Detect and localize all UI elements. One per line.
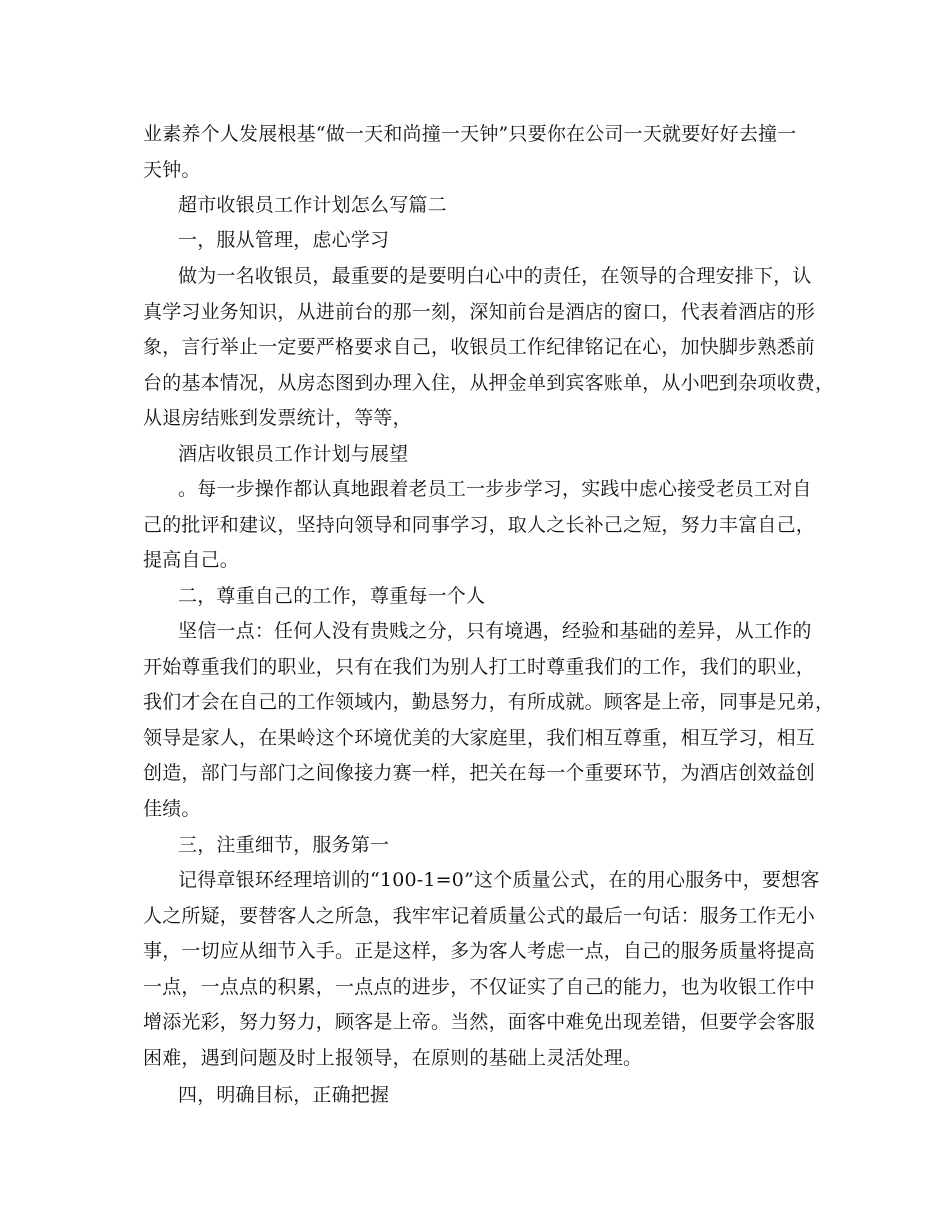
text-line: 人之所疑，要替客人之所急，我牢牢记着质量公式的最后一句话：服务工作无小 [143, 905, 816, 927]
heading-two: 二，尊重自己的工作，尊重每一个人 [178, 585, 486, 607]
text-line: 天钟。 [143, 159, 201, 181]
text-line: 领导是家人，在果岭这个环境优美的大家庭里，我们相互尊重，相互学习，相互 [143, 727, 816, 749]
text-line: 记得章银环经理培训的“100-1=0”这个质量公式，在的用心服务中，要想客 [178, 869, 820, 891]
text-line: 真学习业务知识，从进前台的那一刻，深知前台是酒店的窗口，代表着酒店的形 [143, 301, 816, 323]
text-line: 创造，部门与部门之间像接力赛一样，把关在每一个重要环节，为酒店创效益创 [143, 762, 816, 784]
text-line: 我们才会在自己的工作领域内，勤恳努力，有所成就。顾客是上帝，同事是兄弟， [143, 691, 835, 713]
section-title: 酒店收银员工作计划与展望 [178, 443, 409, 465]
text-line: 台的基本情况，从房态图到办理入住，从押金单到宾客账单，从小吧到杂项收费， [143, 372, 835, 394]
text-line: 己的批评和建议，坚持向领导和同事学习，取人之长补己之短，努力丰富自己， [143, 514, 816, 536]
text-line: 事，一切应从细节入手。正是这样，多为客人考虑一点，自己的服务质量将提高 [143, 940, 816, 962]
text-line: 增添光彩，努力努力，顾客是上帝。当然，面客中难免出现差错，但要学会客服 [143, 1011, 816, 1033]
text-line: 开始尊重我们的职业，只有在我们为别人打工时尊重我们的工作，我们的职业， [143, 656, 816, 678]
text-line: 佳绩。 [143, 798, 201, 820]
text-line: 。每一步操作都认真地跟着老员工一步步学习，实践中虑心接受老员工对自 [178, 478, 812, 500]
heading-one: 一，服从管理，虑心学习 [178, 229, 390, 251]
text-line: 坚信一点：任何人没有贵贱之分，只有境遇，经验和基础的差异，从工作的 [178, 620, 812, 642]
text-line: 象，言行举止一定要严格要求自己，收银员工作纪律铭记在心，加快脚步熟悉前 [143, 336, 816, 358]
heading-four: 四，明确目标，正确把握 [178, 1084, 390, 1106]
text-line: 业素养个人发展根基“做一天和尚撞一天钟”只要你在公司一天就要好好去撞一 [143, 123, 797, 145]
heading-three: 三，注重细节，服务第一 [178, 834, 390, 856]
text-line: 困难，遇到问题及时上报领导，在原则的基础上灵活处理。 [143, 1047, 643, 1069]
text-line: 从退房结账到发票统计，等等， [143, 407, 412, 429]
text-line: 做为一名收银员，最重要的是要明白心中的责任，在领导的合理安排下，认 [178, 265, 812, 287]
text-line: 一点，一点点的积累，一点点的进步，不仅证实了自己的能力，也为收银工作中 [143, 976, 816, 998]
section-title: 超市收银员工作计划怎么写篇二 [178, 194, 447, 216]
text-line: 提高自己。 [143, 549, 240, 571]
